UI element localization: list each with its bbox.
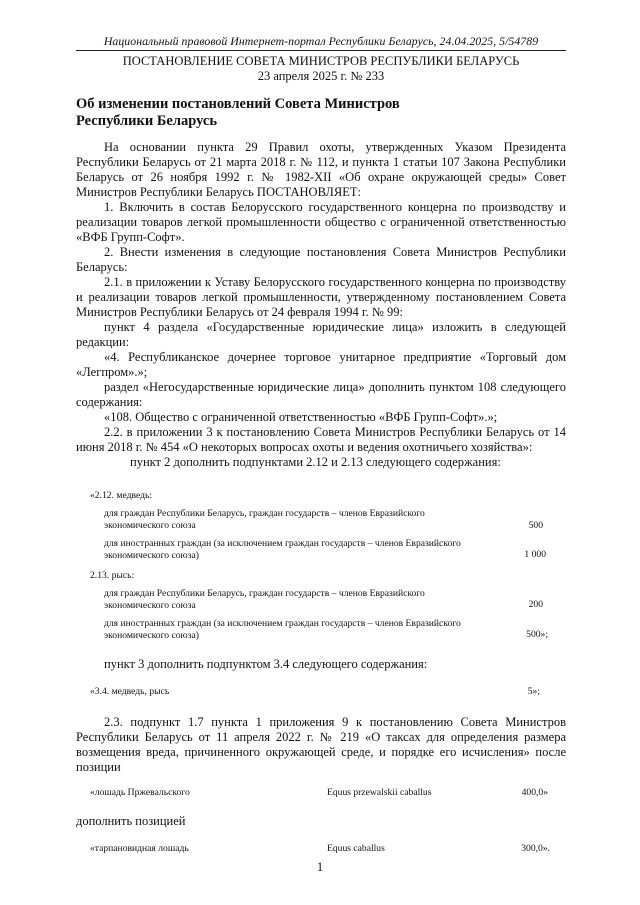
document-date-number: 23 апреля 2025 г. № 233: [257, 69, 385, 83]
document-title: [76, 96, 406, 130]
paragraph-item-2-1: 2.1. в приложении к Уставу Белорусского государственного концерна по производству и реализации товаров легкой промышленности, утвержденному постановлением Совета Министров Республики Беларусь от 24 февраля 1994 г. № 99:: [76, 275, 566, 319]
paragraph-item-2-3-text: 2.3. подпункт 1.7 пункта 1 приложения 9 к постановлению Совета Министров Республики Беларусь от 11 апреля 2022 г. № 219 «О таксах для определения размера возмещения вреда, причиненного окружающей среде, и порядке его исчисления» после позиции: [76, 715, 566, 774]
document-type: ПОСТАНОВЛЕНИЕ СОВЕТА МИНИСТРОВ РЕСПУБЛИКИ БЕЛАРУСЬ: [122, 54, 520, 68]
paragraph-item-1: 1. Включить в состав Белорусского государственного концерна по производству и реализации товаров легкой промышленности общество с ограниченной ответственностью «ВФБ Групп-Софт».: [76, 200, 566, 244]
position-przewalski-value: 400,0»: [521, 787, 548, 798]
paragraph-point-4: пункт 4 раздела «Государственные юридические лица» изложить в следующей редакции:: [76, 320, 566, 349]
position-tarpan-latin: Equus caballus: [327, 843, 385, 854]
position-przewalski-name: «лошадь Пржевальского: [90, 787, 190, 798]
point-3-4-value: 5»;: [527, 686, 540, 697]
bear-row-2-label: для иностранных граждан (за исключением граждан государств – членов Евразийского экономического союза): [104, 538, 461, 561]
title-line-2: Республики Беларусь: [76, 113, 218, 129]
bear-heading: «2.12. медведь:: [90, 490, 152, 501]
lynx-row-2-label: для иностранных граждан (за исключением граждан государств – членов Евразийского экономического союза): [104, 618, 461, 641]
lynx-row-1-value: 200: [528, 599, 543, 610]
position-tarpan-name: «тарпановидная лошадь: [90, 843, 189, 854]
paragraph-point-108: «108. Общество с ограниченной ответственностью «ВФБ Групп-Софт».»;: [104, 410, 498, 424]
point-3-intro: пункт 3 дополнить подпунктом 3.4 следующего содержания:: [104, 657, 428, 671]
title-line-1: Об изменении постановлений Совета Министров: [76, 96, 400, 112]
paragraph-point-2: пункт 2 дополнить подпунктами 2.12 и 2.13 следующего содержания:: [130, 455, 501, 469]
portal-header: Национальный правовой Интернет-портал Республики Беларусь, 24.04.2025, 5/54789: [103, 34, 539, 48]
bear-row-1-value: 500: [528, 520, 543, 531]
add-position-label: дополнить позицией: [76, 814, 186, 828]
lynx-row-1-label: для граждан Республики Беларусь, граждан государств – членов Евразийского экономического союза: [104, 588, 425, 611]
position-przewalski-latin: Equus przewalskii caballus: [327, 787, 432, 798]
paragraph-item-2: 2. Внести изменения в следующие постановления Совета Министров Республики Беларусь:: [76, 245, 566, 274]
bear-row-2-value: 1 000: [524, 549, 546, 560]
paragraph-point-4-text: «4. Республиканское дочернее торговое унитарное предприятие «Торговый дом «Легпром».»;: [76, 350, 566, 379]
lynx-row-2-value: 500»;: [526, 629, 548, 640]
paragraph-preamble: На основании пункта 29 Правил охоты, утвержденных Указом Президента Республики Беларусь от 21 марта 2018 г. № 112, и пункта 1 статьи 107 Закона Республики Беларусь от 26 ноября 1992 г. № 1982-XII «Об охране окружающей среды» Совет Министров Республики Беларусь ПОСТАНОВЛЯЕТ:: [76, 140, 566, 199]
page-number: 1: [316, 860, 324, 874]
lynx-heading: 2.13. рысь:: [90, 570, 135, 581]
paragraph-item-2-2: 2.2. в приложении 3 к постановлению Совета Министров Республики Беларусь от 14 июня 2018 г. № 454 «О некоторых вопросах охоты и ведения охотничьего хозяйства»:: [76, 425, 566, 454]
bear-row-1-label: для граждан Республики Беларусь, граждан государств – членов Евразийского экономического союза: [104, 508, 425, 531]
paragraph-section-add: раздел «Негосударственные юридические лица» дополнить пунктом 108 следующего содержания:: [76, 380, 566, 409]
paragraph-item-2-3: [76, 715, 566, 775]
header-divider: [76, 50, 566, 51]
position-tarpan-value: 300,0».: [521, 843, 550, 854]
point-3-4-label: «3.4. медведь, рысь: [90, 686, 170, 697]
document-body: [76, 140, 566, 470]
